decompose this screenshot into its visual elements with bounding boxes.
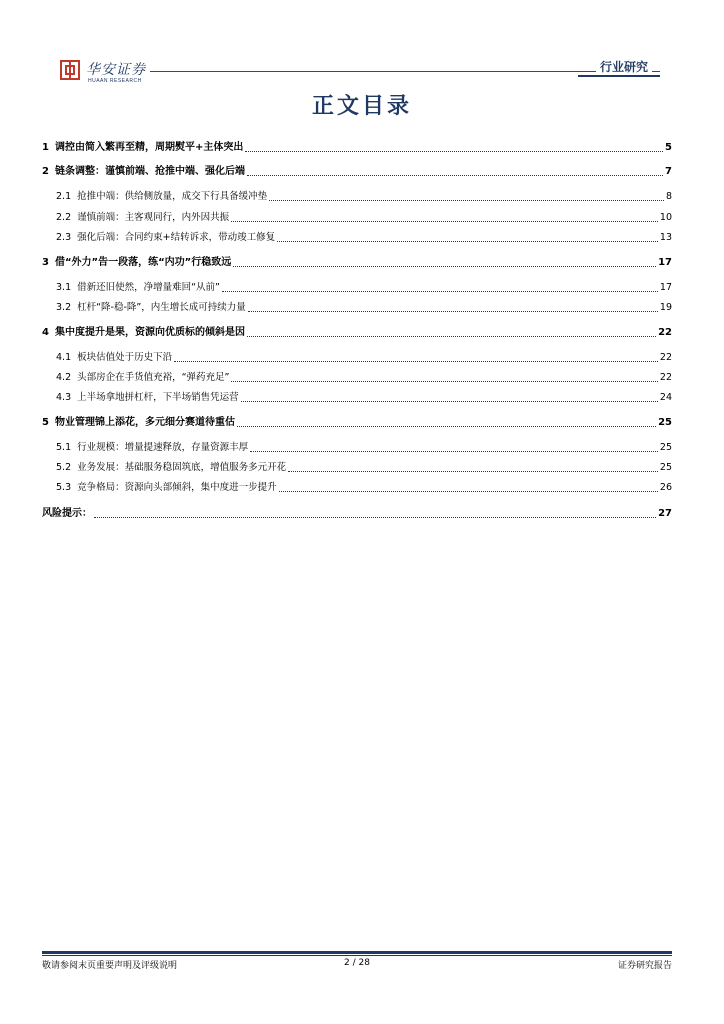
header-divider (150, 71, 660, 72)
toc-entry-title: 头部房企在手货值充裕，“弹药充足” (77, 372, 230, 383)
toc-entry[interactable] (42, 368, 672, 384)
toc-entry[interactable] (42, 298, 672, 314)
toc-entry-title: 物业管理锦上添花，多元细分赛道待重估 (54, 417, 235, 428)
toc-entry[interactable] (42, 162, 672, 178)
toc-entry-title: 借新还旧使然，净增量难回“从前” (77, 282, 220, 293)
toc-entry-title: 板块估值处于历史下沿 (77, 352, 173, 363)
toc-leader-dots (222, 290, 658, 292)
toc-entry-title: 借“外力”告一段落，练“内功”行稳致远 (54, 257, 232, 268)
toc-entry-number: 1 (42, 142, 49, 153)
toc-entry[interactable] (42, 208, 672, 224)
toc-entry-number: 2.2 (56, 212, 72, 223)
toc-entry-page: 22 (659, 352, 672, 363)
toc-entry-number: 2 (42, 166, 49, 177)
toc-entry-title: 谨慎前端：主客观同行，内外因共振 (77, 212, 230, 223)
toc-entry[interactable] (42, 228, 672, 244)
logo-subtext: HUAAN RESEARCH (88, 78, 142, 84)
toc-entry-number: 2.1 (56, 191, 72, 202)
toc-entry-title: 风险提示： (42, 508, 92, 519)
toc-entry-title: 上半场拿地拼杠杆，下半场销售凭运营 (77, 392, 239, 403)
toc-entry[interactable] (42, 138, 672, 154)
toc-leader-dots (237, 425, 656, 427)
huaan-logo-icon (60, 60, 80, 80)
toc-leader-dots (279, 490, 658, 492)
toc-leader-dots (248, 310, 658, 312)
toc-entry-title: 行业规模：增量提速释放，存量资源丰厚 (77, 442, 249, 453)
toc-entry-number: 5.3 (56, 482, 72, 493)
toc-entry-number: 3.2 (56, 302, 72, 313)
toc-entry[interactable] (42, 458, 672, 474)
toc-entry-number: 2.3 (56, 232, 72, 243)
footer-disclaimer: 敬请参阅末页重要声明及评级说明 (42, 961, 178, 971)
toc-entry-title: 竞争格局：资源向头部倾斜，集中度进一步提升 (77, 482, 277, 493)
toc-title: 正文目录 (311, 94, 412, 119)
section-tag: 行业研究 (596, 58, 652, 75)
toc-leader-dots (247, 335, 656, 337)
toc-entry-number: 4.3 (56, 392, 72, 403)
toc-leader-dots (288, 470, 658, 472)
footer-divider-thin (42, 955, 672, 956)
toc-leader-dots (250, 450, 658, 452)
toc-entry-title: 调控由简入繁再至精，周期熨平+主体突出 (54, 142, 244, 153)
footer-divider (42, 951, 672, 954)
toc-entry[interactable] (42, 323, 672, 339)
toc-entry[interactable] (42, 187, 672, 203)
logo-text: 华安证券 (86, 62, 146, 78)
toc-entry-page: 25 (658, 417, 672, 428)
toc-leader-dots (233, 265, 656, 267)
page-header (58, 56, 660, 90)
toc-entry[interactable] (42, 348, 672, 364)
toc-entry-title: 业务发展：基础服务稳固筑底，增值服务多元开花 (77, 462, 287, 473)
toc-entry-page: 17 (658, 257, 672, 268)
page-footer (42, 958, 672, 972)
toc-entry-number: 5.2 (56, 462, 72, 473)
toc-entry-number: 3.1 (56, 282, 72, 293)
toc-entry[interactable] (42, 504, 672, 520)
toc-entry-page: 7 (665, 166, 672, 177)
toc-leader-dots (231, 220, 658, 222)
toc-entry[interactable] (42, 478, 672, 494)
toc-entry-page: 8 (665, 191, 672, 202)
toc-leader-dots (174, 360, 658, 362)
toc-entry-number: 4.2 (56, 372, 72, 383)
toc-entry-page: 17 (659, 282, 672, 293)
toc-leader-dots (241, 400, 658, 402)
toc-entry-page: 27 (658, 508, 672, 519)
toc-leader-dots (269, 199, 664, 201)
toc-entry[interactable] (42, 413, 672, 429)
toc-entry-page: 10 (659, 212, 672, 223)
toc-entry-page: 13 (659, 232, 672, 243)
toc-entry-number: 4 (42, 327, 49, 338)
toc-entry-page: 25 (659, 442, 672, 453)
toc-entry-number: 4.1 (56, 352, 72, 363)
toc-entry-title: 抢推中端：供给侧放量，成交下行具备缓冲垫 (77, 191, 268, 202)
toc-entry[interactable] (42, 253, 672, 269)
toc-leader-dots (277, 240, 658, 242)
toc-entry-page: 26 (659, 482, 672, 493)
toc-entry-number: 5 (42, 417, 49, 428)
page-number: 2 / 28 (344, 958, 370, 968)
report-type: 证券研究报告 (617, 961, 672, 971)
toc-entry-page: 22 (659, 372, 672, 383)
toc-entry-number: 3 (42, 257, 49, 268)
toc-entry[interactable] (42, 438, 672, 454)
toc-entry[interactable] (42, 388, 672, 404)
toc-entry-title: 集中度提升是果，资源向优质标的倾斜是因 (54, 327, 245, 338)
toc-leader-dots (247, 174, 663, 176)
toc-entry-page: 19 (659, 302, 672, 313)
section-tag-underline (578, 75, 660, 77)
toc-entry[interactable] (42, 278, 672, 294)
toc-leader-dots (94, 516, 656, 518)
toc-leader-dots (231, 380, 657, 382)
toc-entry-page: 25 (659, 462, 672, 473)
toc-entry-page: 5 (665, 142, 672, 153)
toc-entry-page: 22 (658, 327, 672, 338)
toc-entry-title: 链条调整：谨慎前端、抢推中端、强化后端 (54, 166, 245, 177)
toc-entry-title: 强化后端：合同约束+结转诉求，带动竣工修复 (77, 232, 276, 243)
toc-entry-number: 5.1 (56, 442, 72, 453)
toc-leader-dots (245, 150, 663, 152)
toc-entry-page: 24 (659, 392, 672, 403)
toc-entry-title: 杠杆“降-稳-降”，内生增长成可持续力量 (77, 302, 246, 313)
